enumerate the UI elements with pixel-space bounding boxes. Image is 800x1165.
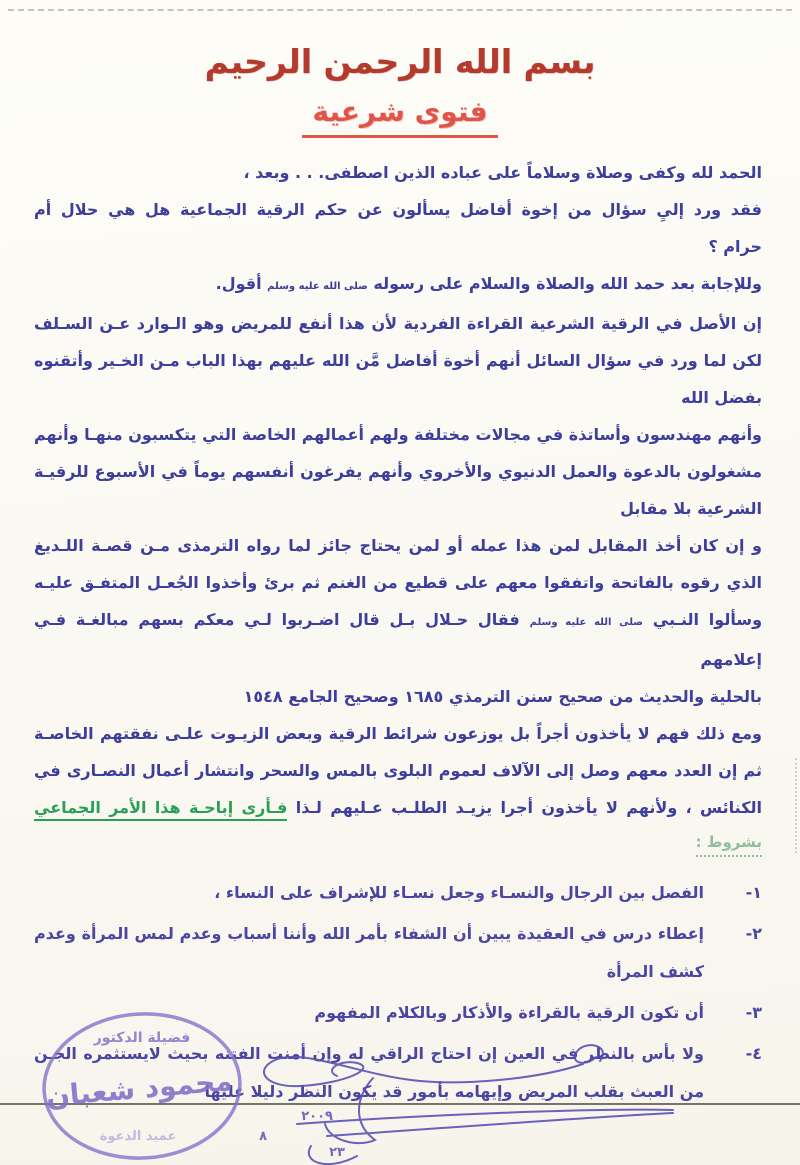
condition-number: ٣-	[745, 1003, 762, 1022]
condition-text	[34, 915, 704, 991]
perforation-right-edge	[795, 758, 797, 853]
paragraph-line-muqabil-1: و إن كان أخذ المقابل لمن هذا عمله أو لمن يحتاج جائز لما رواه الترمذى مـن قصـة اللـديغ	[34, 536, 762, 555]
paragraph-line-free-3	[34, 789, 762, 826]
paragraph-line-engineers-2: مشغولون بالدعوة والعمل الدنيوي والأخروي وأنهم يفرغون أنفسهم يوماً في الأسبوع للرقيـة	[34, 462, 762, 481]
condition-line: الفصل بين الرجال والنسـاء وجعل نسـاء للإشراف على النساء ،	[214, 883, 704, 902]
salla-small-text: صلى الله عليه وسلم	[267, 281, 368, 292]
paragraph-line-muqabil-4: بالحلية والحديث من صحيح سنن الترمذي ١٦٨٥ وصحيح الجامع ١٥٤٨	[243, 687, 762, 706]
free-3-blue: الكنائس ، ولأنهم لا يأخذون أجرا يزيـد الطلـب عـليهم لـذا	[295, 798, 763, 817]
signature-day-text: ٢٣	[329, 1145, 345, 1160]
conditions-label: بشروط :	[696, 829, 762, 857]
stamp-bottom-text: عميد الدعوة	[99, 1129, 177, 1144]
answer-intro-post: أقول.	[215, 274, 262, 293]
signature-strokes-icon	[205, 1028, 625, 1165]
title-wrapper	[0, 95, 800, 138]
bismillah-text: بسم الله الرحمن الرحيم	[204, 42, 596, 81]
condition-number: ١-	[745, 883, 762, 902]
fatwa-title: فتوى شرعية	[302, 95, 497, 138]
condition-item-2	[34, 915, 762, 991]
condition-line: إعطاء درس في العقيدة يبين أن الشفاء بأمر الله وأننا أسباب وعدم لمس المرأة وعدم	[34, 924, 704, 943]
muqabil-3-pre: وسألوا النـبي	[652, 610, 763, 629]
paragraph-line-asl-3: بفضل الله	[681, 388, 762, 407]
paragraph-line-answer-intro	[34, 265, 762, 305]
fatwa-body	[34, 154, 762, 857]
paragraph-line-muqabil-3	[34, 601, 762, 678]
condition-number: ٤-	[745, 1044, 762, 1063]
answer-intro-pre: وللإجابة بعد حمد الله والصلاة والسلام على رسوله	[373, 274, 762, 293]
paragraph-line-muqabil-2: الذي رقوه بالفاتحة واتفقوا معهم على قطيع من الغنم ثم برئ وأخذوا الجُعـل المتفـق عليـه	[34, 573, 762, 592]
stamp-name-text: محمود شعبان	[44, 1063, 234, 1114]
paragraph-line-asl-1: إن الأصل في الرقية الشرعية القراءة الفردية لأن هذا أنفع للمريض وهو الـوارد عـن السـلف	[34, 314, 762, 333]
paragraph-line-free-2: ثم إن العدد معهم وصل إلى الآلاف لعموم البلوى بالمس والسحر وانتشار أعمال النصـارى في	[34, 761, 762, 780]
condition-text	[34, 874, 704, 912]
ruling-highlight-green: فـأرى إباحـة هذا الأمر الجماعي	[34, 798, 287, 821]
condition-line: من العبث بقلب المريض وإيهامه بأمور قد يكون النظر دليلا عليها	[204, 1082, 704, 1101]
condition-line: أن تكون الرقية بالقراءة والأذكار وبالكلام المفهوم	[314, 1003, 704, 1022]
stamp-top-text: فضيلة الدكتور	[93, 1030, 191, 1046]
perforation-top-edge	[8, 9, 792, 11]
signature-month-text: ٨	[259, 1129, 267, 1144]
condition-number: ٢-	[745, 924, 762, 943]
paragraph-line-asl-2: لكن لما ورد في سؤال السائل أنهم أخوة أفاضل مَّن الله عليهم بهذا الباب مـن الخـير وأتقنوه	[34, 351, 762, 370]
condition-line: كشف المرأة	[606, 962, 704, 981]
paragraph-line-free-1: ومع ذلك فهم لا يأخذون أجراً بل يوزعون شرائط الرقية وبعض الزيـوت علـى نفقتهم الخاصـة	[34, 724, 762, 743]
paragraph-line-engineers-1: وأنهم مهندسون وأساتذة في مجالات مختلفة ولهم أعمالهم الخاصة التي يتكسبون منهـا وأنهم	[34, 425, 762, 444]
muqabil-3-post: فقال حـلال بـل قال اضـربوا لـي معكم بسهم مبالغـة فـي إعلامهم	[34, 610, 762, 669]
paragraph-line-hamd: الحمد لله وكفى وصلاة وسلاماً على عباده الذين اصطفى. . . وبعد ،	[243, 163, 762, 182]
paragraph-line-engineers-3: الشرعية بلا مقابل	[620, 499, 762, 518]
condition-item-1	[34, 874, 762, 912]
paragraph-line-question-2: حرام ؟	[708, 237, 762, 256]
paragraph-line-question-1: فقد ورد إليِ سؤال من إخوة أفاضل يسألون عن حكم الرقية الجماعية هل هي حلال أم	[34, 200, 762, 219]
salla-small-text: صلى الله عليه وسلم	[529, 617, 643, 628]
handwritten-signature	[205, 1028, 625, 1165]
signature-year-text: ٢٠٠٩	[301, 1109, 333, 1124]
condition-line: ولا بأس بالنظر في العين إن احتاج الراقي له وإن أمنت الفتنه بحيث لايستثمره الجـن	[34, 1044, 704, 1063]
